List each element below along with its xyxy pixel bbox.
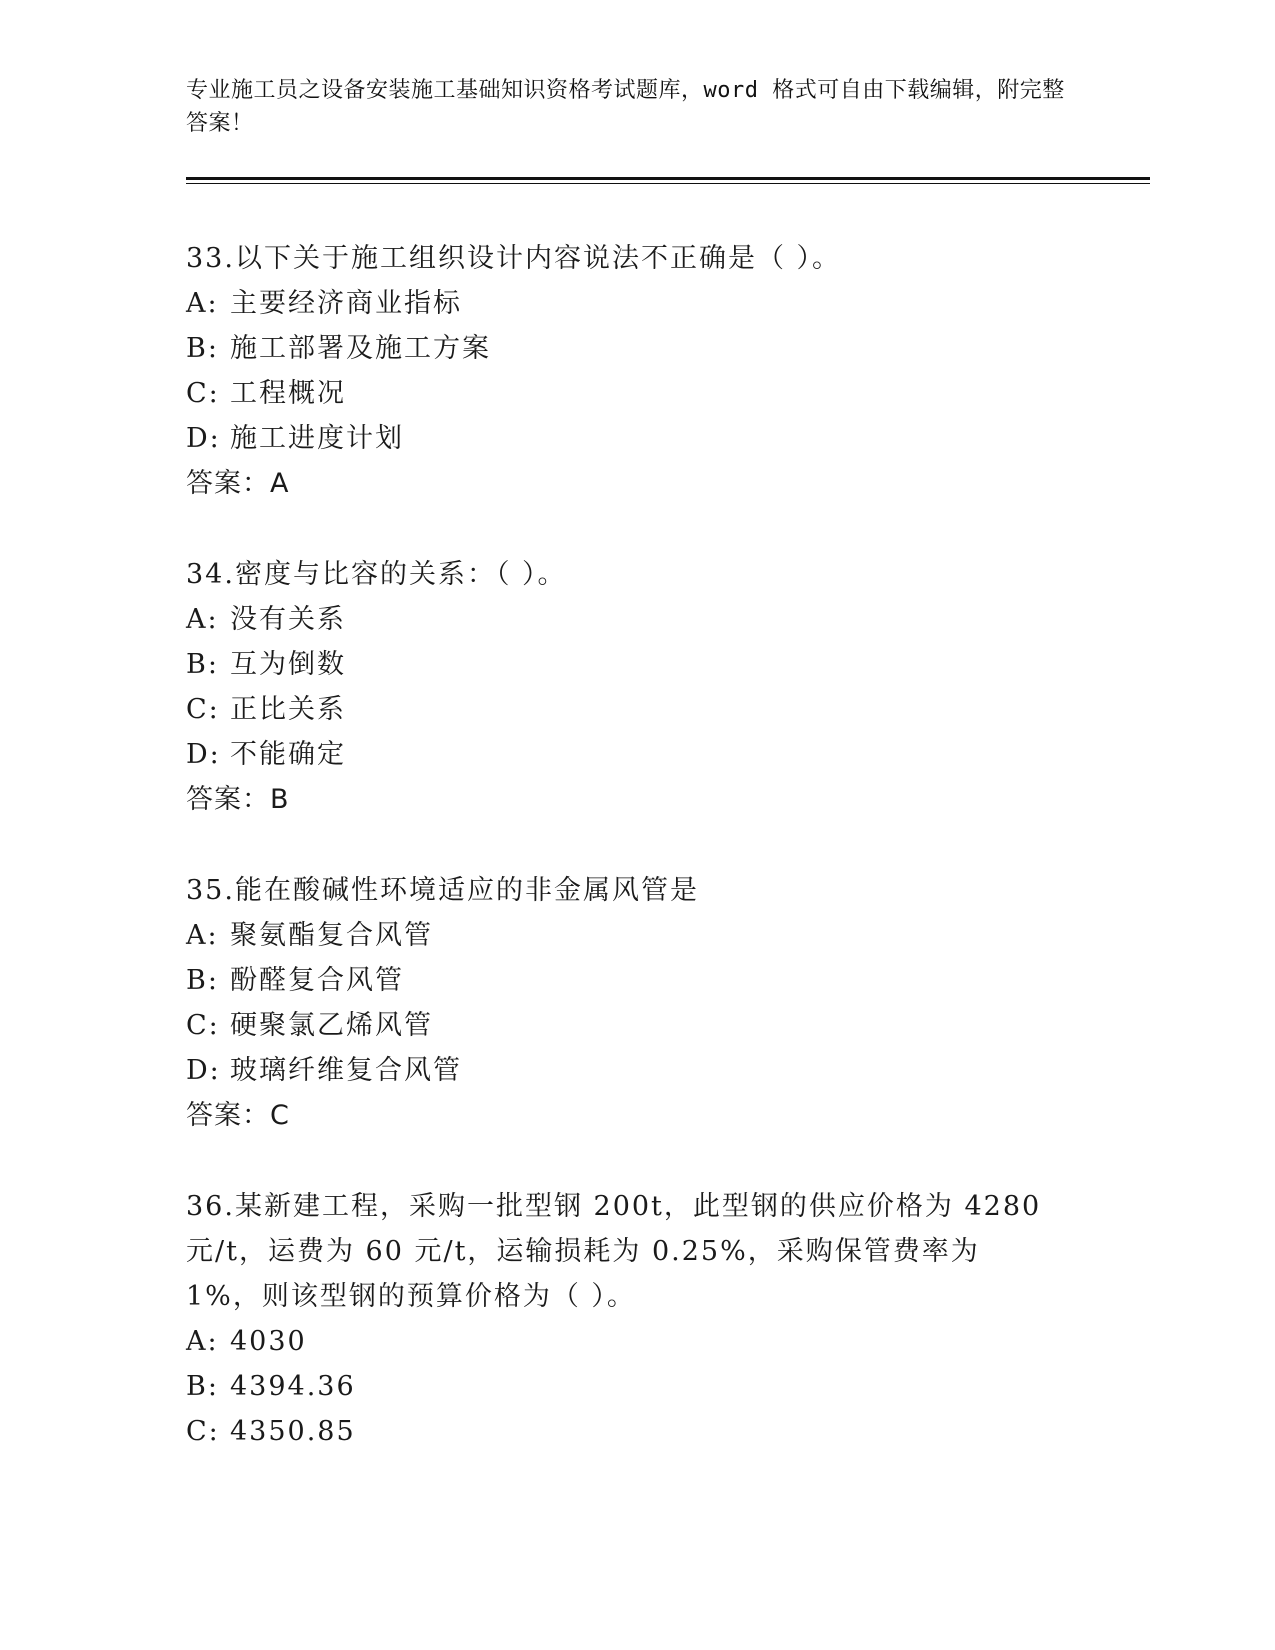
option-b xyxy=(186,326,1086,371)
header-rule-thin xyxy=(186,183,1150,184)
option-text: 聚氨酯复合风管 xyxy=(230,920,433,951)
option-text: 施工部署及施工方案 xyxy=(230,333,491,364)
option-key: A: xyxy=(186,920,219,951)
option-a xyxy=(186,597,1086,642)
option-b xyxy=(186,958,1086,1003)
option-b xyxy=(186,642,1086,687)
option-text: 4350.85 xyxy=(230,1416,356,1447)
option-key: A: xyxy=(186,1326,219,1357)
answer-line: 答案：C xyxy=(186,1100,290,1131)
option-text: 酚醛复合风管 xyxy=(230,965,404,996)
option-key: A: xyxy=(186,604,219,635)
option-key: D: xyxy=(186,1055,221,1086)
option-key: D: xyxy=(186,423,221,454)
question-35 xyxy=(186,868,1086,1138)
option-key: D: xyxy=(186,739,221,770)
option-key: B: xyxy=(186,333,219,364)
question-list xyxy=(186,236,1086,1500)
option-text: 施工进度计划 xyxy=(230,423,404,454)
option-c xyxy=(186,1409,1086,1454)
option-text: 4030 xyxy=(230,1326,307,1357)
option-key: B: xyxy=(186,1371,219,1402)
answer-line: 答案：A xyxy=(186,468,290,499)
question-stem: 34.密度与比容的关系：（ ）。 xyxy=(186,559,567,590)
option-d xyxy=(186,1048,1086,1093)
answer-line: 答案：B xyxy=(186,784,290,815)
option-text: 4394.36 xyxy=(230,1371,356,1402)
option-key: A: xyxy=(186,288,219,319)
option-c xyxy=(186,1003,1086,1048)
option-key: C: xyxy=(186,378,220,409)
option-a xyxy=(186,913,1086,958)
document-header: 专业施工员之设备安装施工基础知识资格考试题库，word 格式可自由下载编辑，附完整答案！ xyxy=(186,78,1065,136)
question-36 xyxy=(186,1184,1086,1454)
option-text: 玻璃纤维复合风管 xyxy=(230,1055,462,1086)
option-key: C: xyxy=(186,1416,220,1447)
question-stem: 36.某新建工程，采购一批型钢 200t，此型钢的供应价格为 4280 元/t，运费为 60 元/t，运输损耗为 0.25%，采购保管费率为 1%，则该型钢的预算价格为（ ）。 xyxy=(186,1191,1042,1312)
option-text: 没有关系 xyxy=(230,604,346,635)
option-a xyxy=(186,1319,1086,1364)
option-c xyxy=(186,687,1086,732)
question-34 xyxy=(186,552,1086,822)
option-key: C: xyxy=(186,1010,220,1041)
option-c xyxy=(186,371,1086,416)
option-text: 互为倒数 xyxy=(230,649,346,680)
question-stem: 33.以下关于施工组织设计内容说法不正确是（ ）。 xyxy=(186,243,842,274)
option-key: B: xyxy=(186,649,219,680)
option-d xyxy=(186,732,1086,777)
question-33 xyxy=(186,236,1086,506)
option-text: 不能确定 xyxy=(230,739,346,770)
option-d xyxy=(186,416,1086,461)
option-b xyxy=(186,1364,1086,1409)
option-key: C: xyxy=(186,694,220,725)
option-text: 工程概况 xyxy=(230,378,346,409)
option-key: B: xyxy=(186,965,219,996)
option-text: 硬聚氯乙烯风管 xyxy=(230,1010,433,1041)
question-stem: 35.能在酸碱性环境适应的非金属风管是 xyxy=(186,875,699,906)
header-rule-thick xyxy=(186,177,1150,180)
option-text: 正比关系 xyxy=(230,694,346,725)
option-a xyxy=(186,281,1086,326)
option-text: 主要经济商业指标 xyxy=(230,288,462,319)
